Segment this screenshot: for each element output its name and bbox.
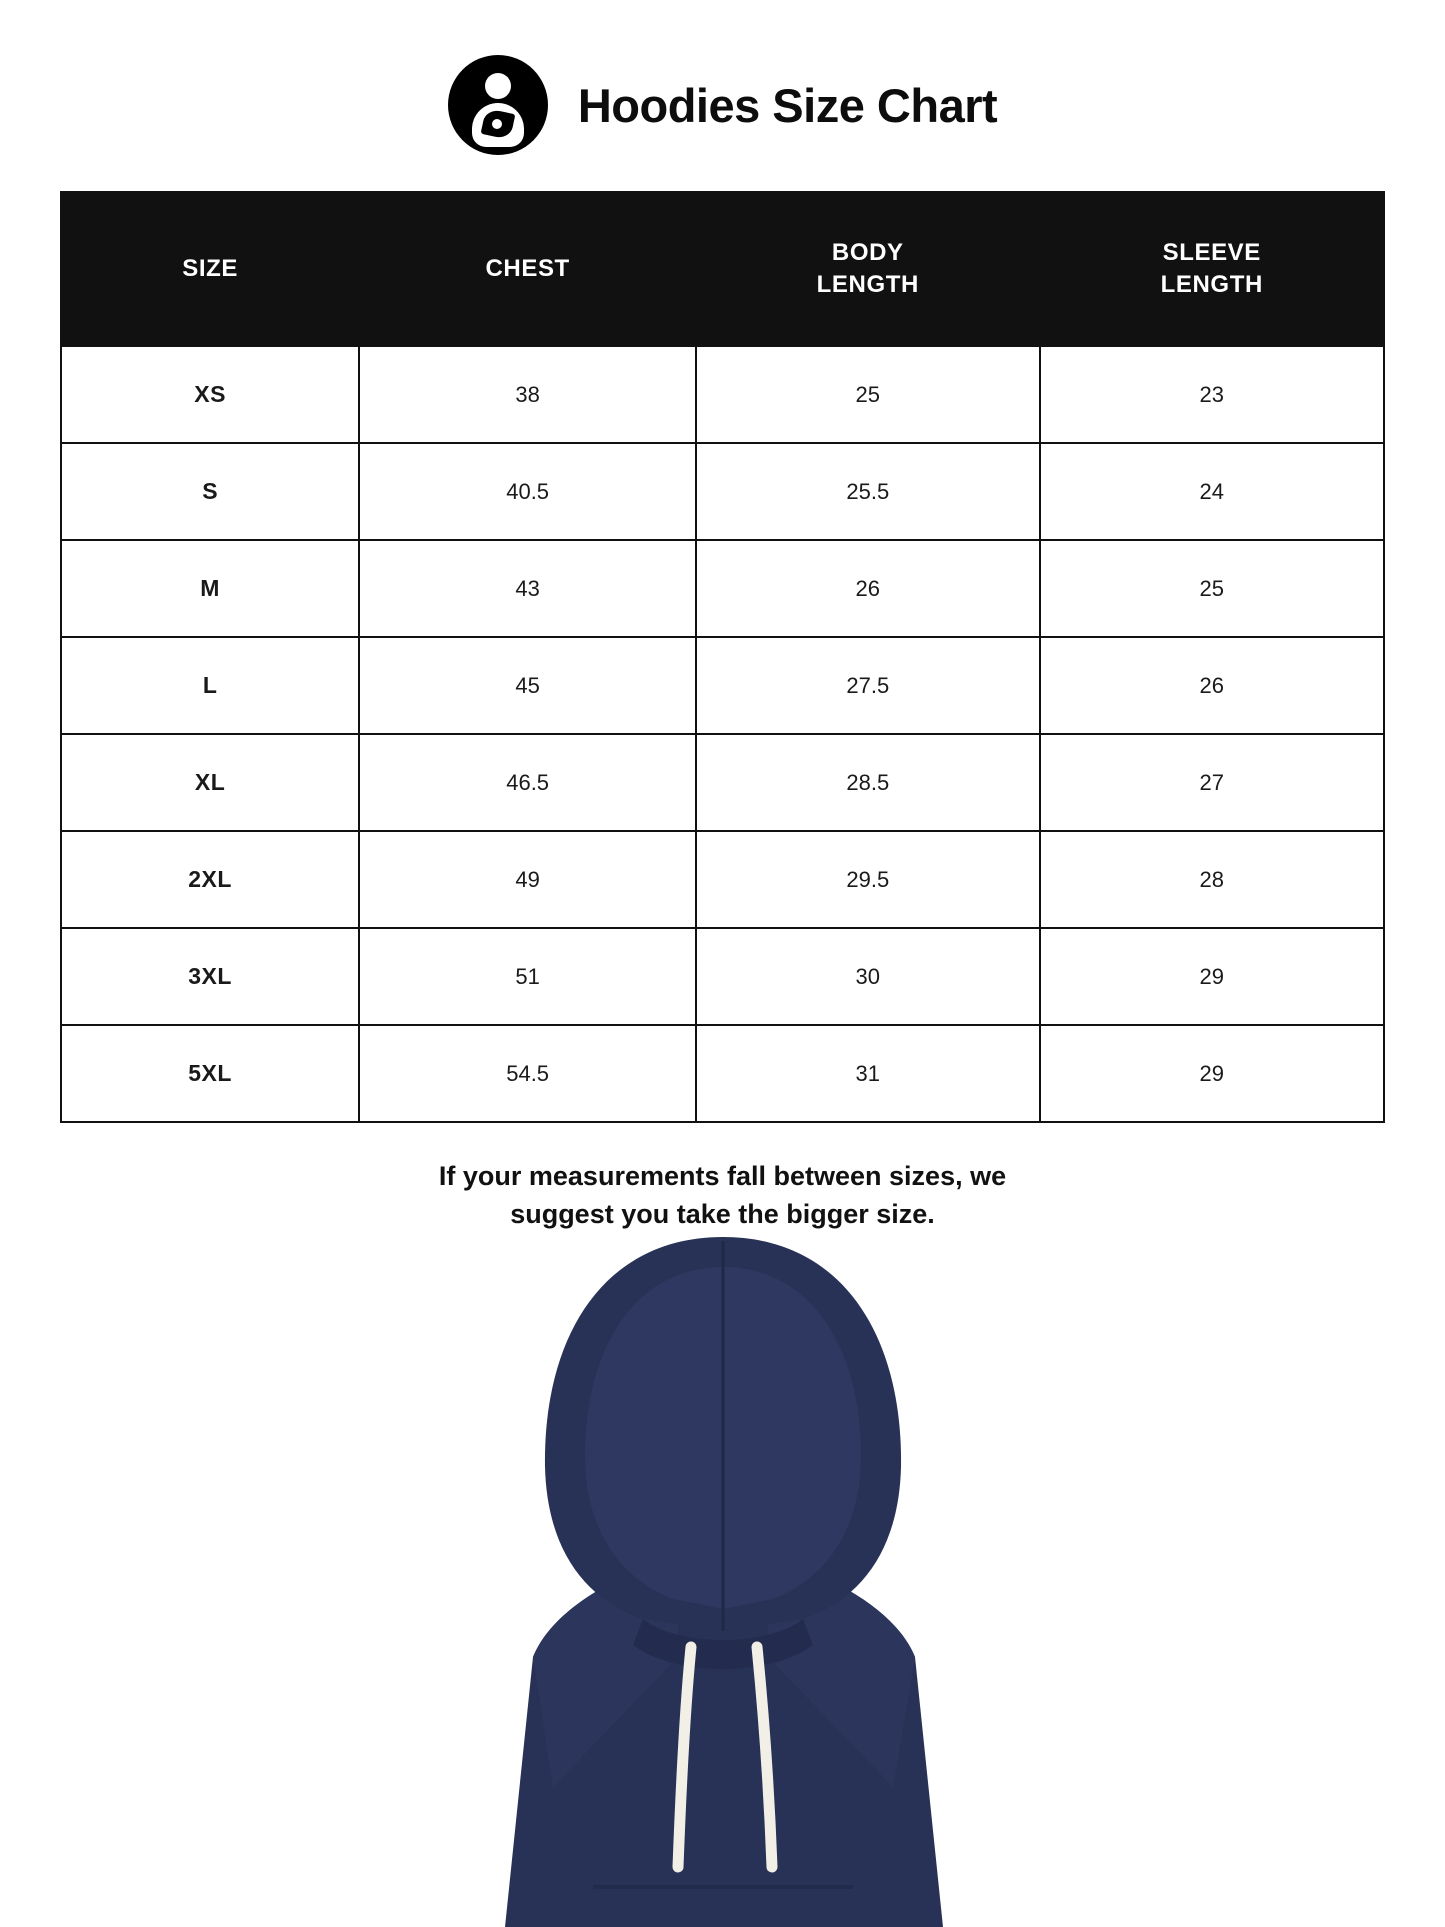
cell-size: L (62, 637, 359, 734)
column-header-body-length-line2: LENGTH (816, 271, 919, 298)
cell-sleeve-length: 26 (1040, 637, 1383, 734)
table-row (62, 637, 1383, 734)
cell-chest: 45 (359, 637, 696, 734)
cell-size: XS (62, 346, 359, 443)
cell-sleeve-length: 29 (1040, 1025, 1383, 1121)
cell-chest: 46.5 (359, 734, 696, 831)
navy-hoodie-image (0, 1227, 1445, 1927)
cell-body-length: 28.5 (696, 734, 1039, 831)
column-header-chest (359, 193, 696, 346)
cell-chest: 40.5 (359, 443, 696, 540)
size-note-line1: If your measurements fall between sizes, we (438, 1161, 1007, 1191)
column-header-body-length-line1: BODY (831, 238, 904, 266)
page-header (0, 0, 1445, 165)
cell-size: 3XL (62, 928, 359, 1025)
table-row (62, 540, 1383, 637)
cell-chest: 38 (359, 346, 696, 443)
cell-size: 2XL (62, 831, 359, 928)
cell-chest: 51 (359, 928, 696, 1025)
cell-sleeve-length: 27 (1040, 734, 1383, 831)
cell-body-length: 29.5 (696, 831, 1039, 928)
cell-body-length: 25 (696, 346, 1039, 443)
column-header-sleeve-length-line1: SLEEVE (1162, 238, 1261, 266)
size-table (62, 193, 1383, 1121)
hoodie-illustration-svg (223, 1227, 1223, 1927)
column-header-body-length (696, 193, 1039, 346)
column-header-sleeve-length-line2: LENGTH (1160, 271, 1263, 298)
size-note-line2: suggest you take the bigger size. (510, 1199, 935, 1230)
page-title: Hoodies Size Chart (577, 78, 998, 132)
cell-body-length: 25.5 (696, 443, 1039, 540)
logo-head-shape (485, 73, 511, 99)
table-row (62, 443, 1383, 540)
cell-chest: 49 (359, 831, 696, 928)
cell-size: 5XL (62, 1025, 359, 1121)
cell-chest: 43 (359, 540, 696, 637)
cell-sleeve-length: 23 (1040, 346, 1383, 443)
column-header-size (62, 193, 359, 346)
cell-chest: 54.5 (359, 1025, 696, 1121)
cell-body-length: 26 (696, 540, 1039, 637)
cell-size: XL (62, 734, 359, 831)
cell-sleeve-length: 25 (1040, 540, 1383, 637)
table-row (62, 928, 1383, 1025)
size-note (273, 1157, 1173, 1234)
table-row (62, 1025, 1383, 1121)
cell-body-length: 30 (696, 928, 1039, 1025)
cell-sleeve-length: 29 (1040, 928, 1383, 1025)
logo-dot-shape (492, 119, 502, 129)
column-header-chest-line1: CHEST (485, 254, 570, 282)
brand-logo-icon (448, 55, 548, 155)
cell-body-length: 31 (696, 1025, 1039, 1121)
column-header-size-line1: SIZE (182, 254, 238, 282)
table-row (62, 831, 1383, 928)
cell-body-length: 27.5 (696, 637, 1039, 734)
size-table-body (62, 346, 1383, 1121)
size-table-container (60, 191, 1385, 1123)
cell-size: S (62, 443, 359, 540)
cell-sleeve-length: 24 (1040, 443, 1383, 540)
column-header-sleeve-length (1040, 193, 1383, 346)
table-row (62, 346, 1383, 443)
cell-sleeve-length: 28 (1040, 831, 1383, 928)
table-header-row (62, 193, 1383, 346)
table-row (62, 734, 1383, 831)
cell-size: M (62, 540, 359, 637)
size-table-header (62, 193, 1383, 346)
